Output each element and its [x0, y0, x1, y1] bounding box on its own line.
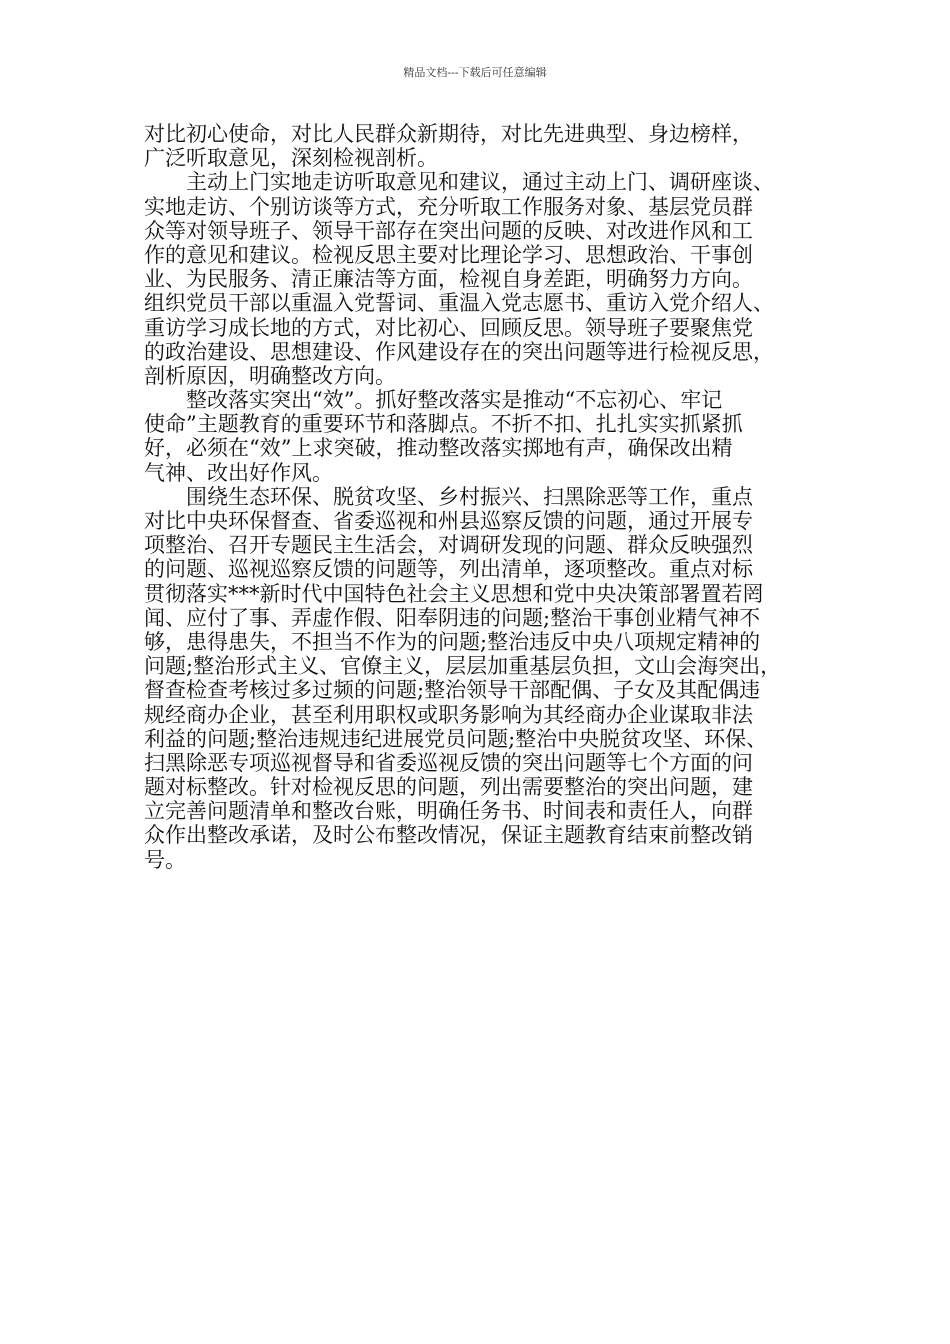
text-line: 重访学习成长地的方式，对比初心、回顾反思。领导班子要聚焦党: [144, 315, 753, 340]
text-line: 扫黑除恶专项巡视督导和省委巡视反馈的突出问题等七个方面的问: [144, 750, 753, 775]
text-line: 剖析原因，明确整改方向。: [144, 363, 396, 388]
text-line: 规经商办企业，甚至利用职权或职务影响为其经商办企业谋取非法: [144, 702, 753, 727]
paragraph-first-line: 主动上门实地走访听取意见和建议，通过主动上门、调研座谈、: [186, 170, 774, 195]
text-line: 闻、应付了事、弄虚作假、阳奉阴违的问题;整治干事创业精气神不: [144, 605, 761, 630]
text-line: 问题;整治形式主义、官僚主义，层层加重基层负担，文山会海突出，: [144, 654, 782, 679]
text-line: 众等对领导班子、领导干部存在突出问题的反映、对改进作风和工: [144, 218, 753, 243]
text-line: 实地走访、个别访谈等方式，充分听取工作服务对象、基层党员群: [144, 194, 753, 219]
text-line: 利益的问题;整治违规违纪进展党员问题;整治中央脱贫攻坚、环保、: [144, 726, 768, 751]
text-line: 气神、改出好作风。: [144, 460, 333, 485]
text-line: 项整治、召开专题民主生活会，对调研发现的问题、群众反映强烈: [144, 533, 753, 558]
text-line: 的政治建设、思想建设、作风建设存在的突出问题等进行检视反思，: [144, 339, 774, 364]
text-line: 的问题、巡视巡察反馈的问题等，列出清单，逐项整改。重点对标: [144, 557, 753, 582]
text-line: 贯彻落实***新时代中国特色社会主义思想和党中央决策部署置若罔: [144, 581, 764, 606]
paragraph-first-line: 整改落实突出“效”。抓好整改落实是推动“不忘初心、牢记: [186, 388, 723, 413]
text-line: 立完善问题清单和整改台账，明确任务书、时间表和责任人，向群: [144, 799, 753, 824]
page-header: 精品文档---下载后可任意编辑: [403, 66, 547, 79]
text-line: 够，患得患失，不担当不作为的问题;整治违反中央八项规定精神的: [144, 629, 761, 654]
text-line: 组织党员干部以重温入党誓词、重温入党志愿书、重访入党介绍人、: [144, 291, 774, 316]
text-line: 业、为民服务、清正廉洁等方面，检视自身差距，明确努力方向。: [144, 267, 753, 292]
text-line: 对比初心使命，对比人民群众新期待，对比先进典型、身边榜样，: [144, 122, 753, 146]
text-line: 督查检查考核过多过频的问题;整治领导干部配偶、子女及其配偶违: [144, 678, 761, 703]
text-line: 使命”主题教育的重要环节和落脚点。不折不扣、扎扎实实抓紧抓: [144, 412, 743, 437]
text-line: 题对标整改。针对检视反思的问题，列出需要整治的突出问题，建: [144, 775, 753, 800]
document-body: [144, 122, 824, 872]
text-line: 好，必须在“效”上求突破，推动整改落实掷地有声，确保改出精: [144, 436, 733, 461]
text-line: 作的意见和建议。检视反思主要对比理论学习、思想政治、干事创: [144, 242, 753, 267]
paragraph-first-line: 围绕生态环保、脱贫攻坚、乡村振兴、扫黑除恶等工作，重点: [186, 484, 753, 509]
text-line: 广泛听取意见，深刻检视剖析。: [144, 146, 438, 171]
text-line: 号。: [144, 847, 186, 872]
text-line: 对比中央环保督查、省委巡视和州县巡察反馈的问题，通过开展专: [144, 509, 753, 533]
text-line: 众作出整改承诺，及时公布整改情况，保证主题教育结束前整改销: [144, 823, 753, 848]
